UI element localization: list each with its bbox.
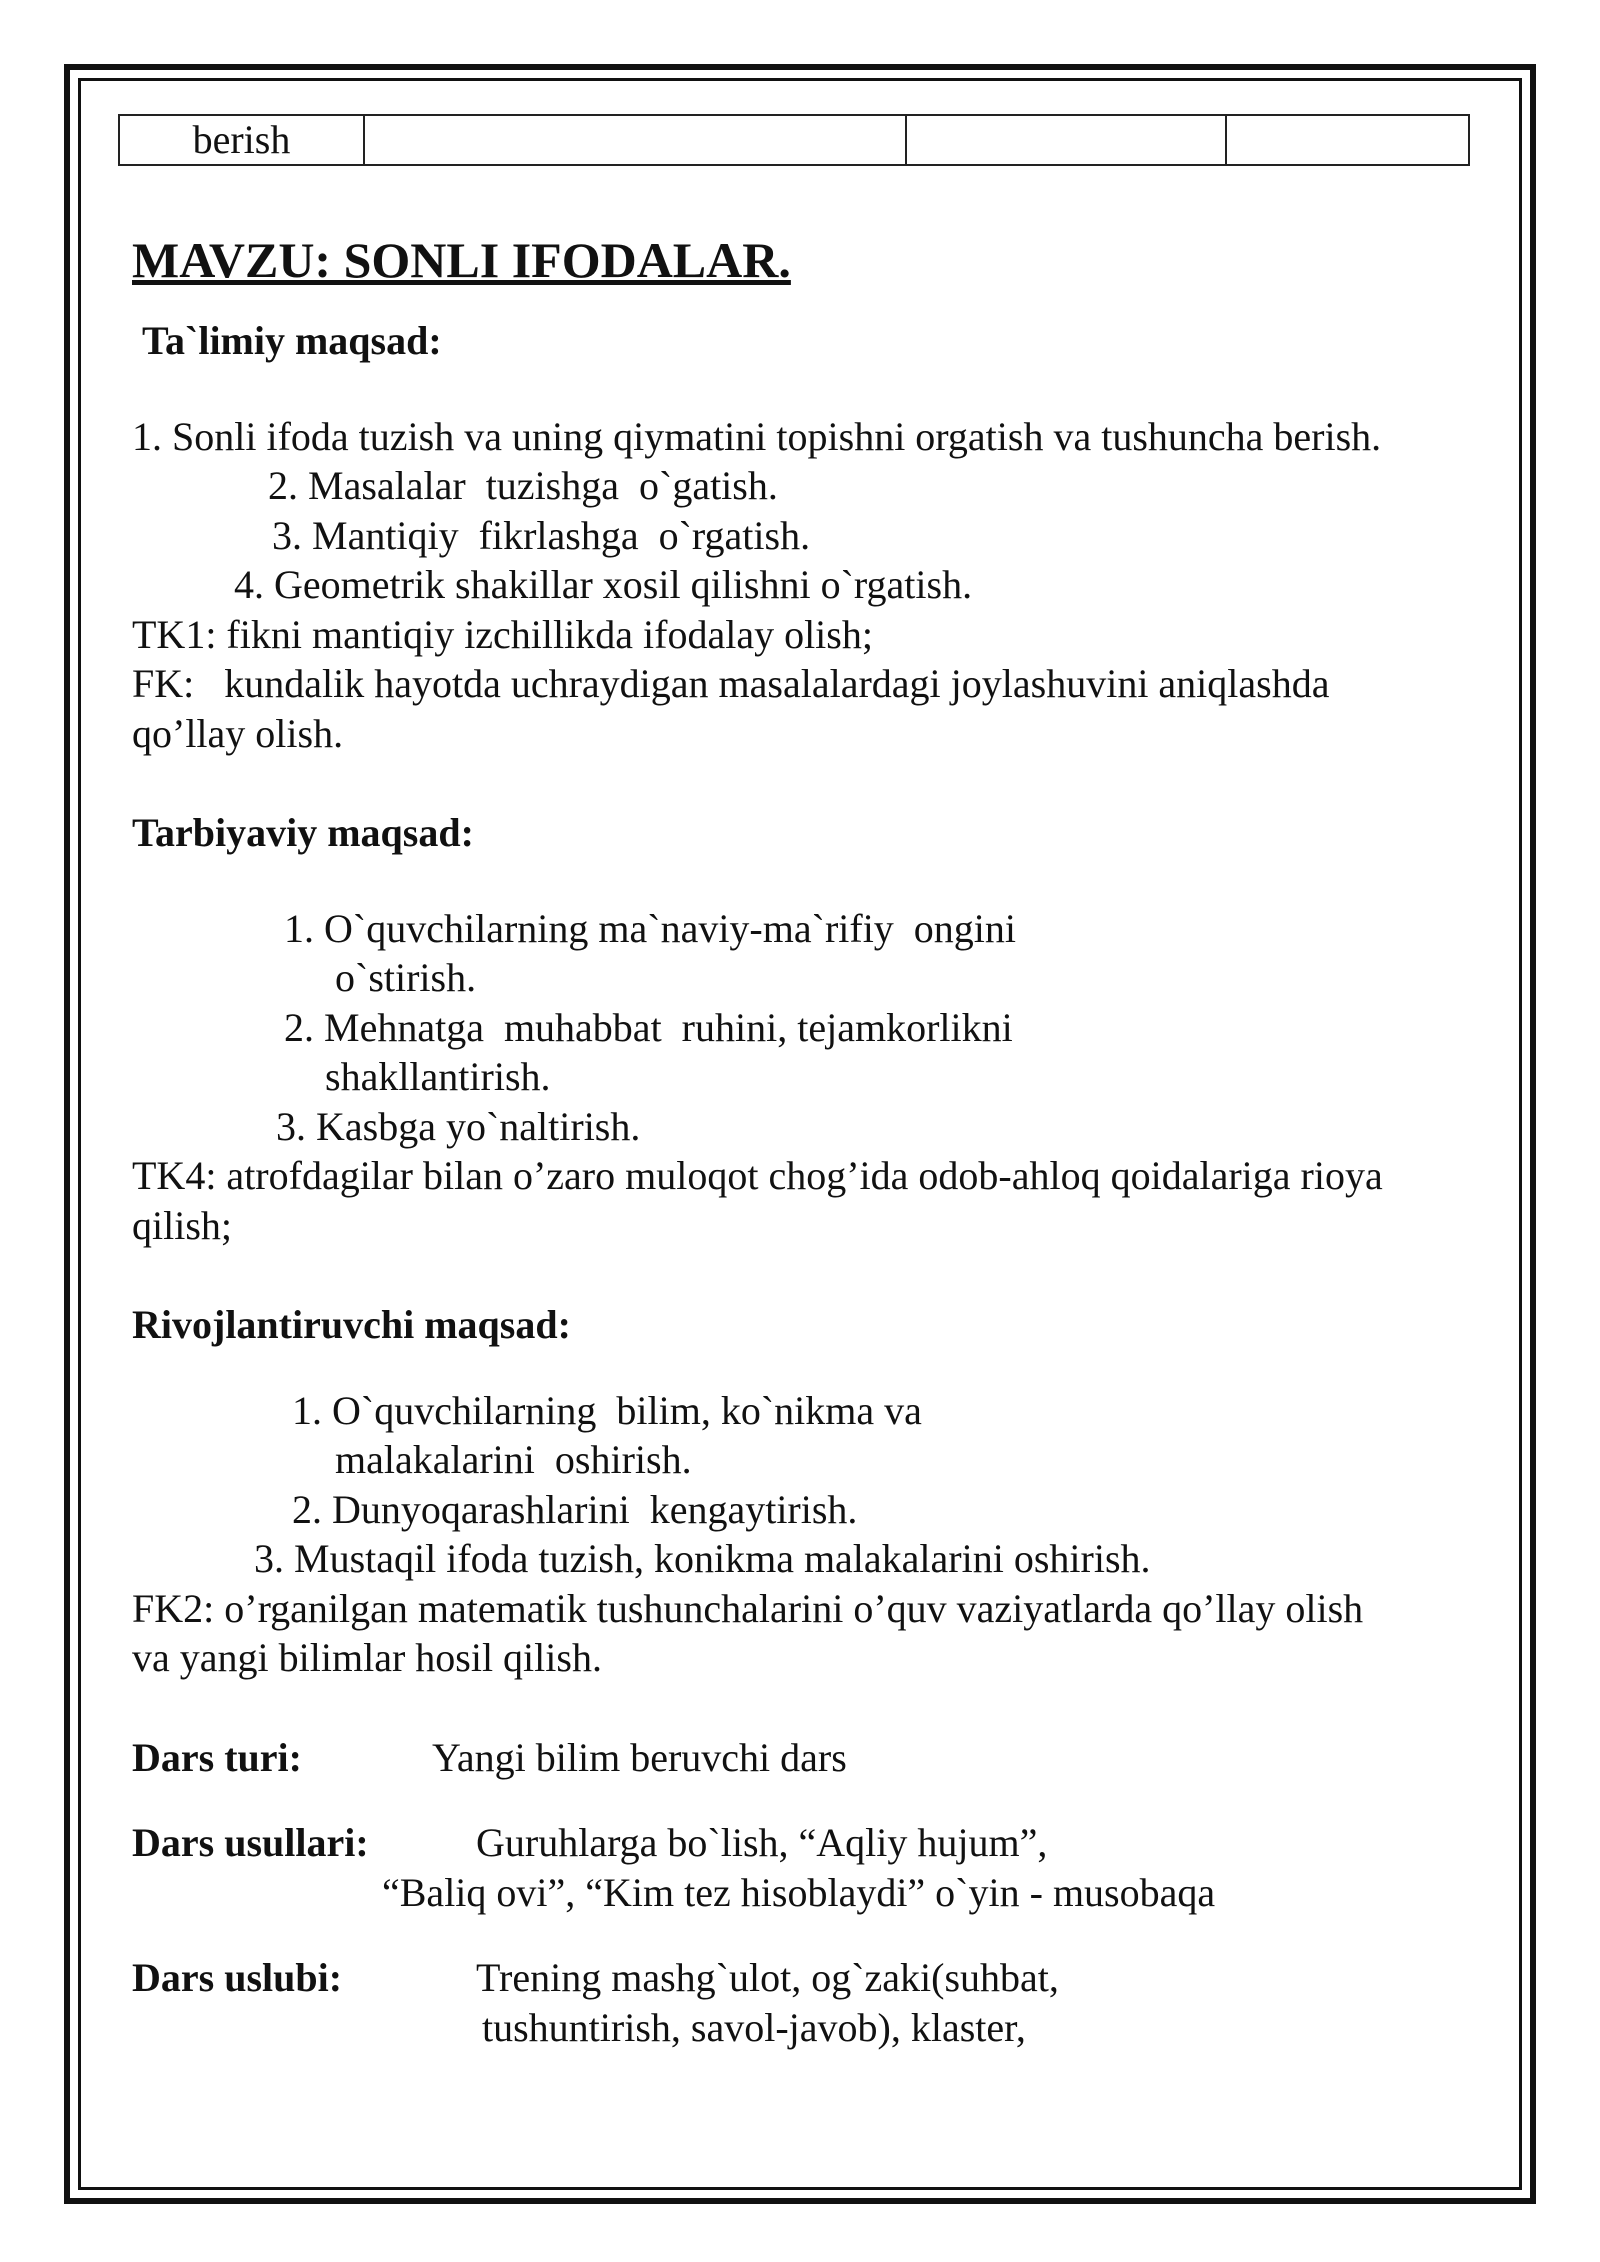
table-cell xyxy=(906,115,1226,165)
dars-usullari-label: Dars usullari: xyxy=(132,1820,369,1865)
tarbiyaviy-item-cont: shakllantirish. xyxy=(325,1054,551,1099)
tarbiyaviy-item-cont: o`stirish. xyxy=(335,955,477,1000)
header-table xyxy=(118,114,1470,166)
dars-turi-row xyxy=(132,1733,1492,1783)
tarbiyaviy-heading: Tarbiyaviy maqsad: xyxy=(132,810,474,855)
rivojlantiruvchi-item-cont: malakalarini oshirish. xyxy=(335,1437,692,1482)
table-cell xyxy=(1226,115,1469,165)
tarbiyaviy-item: 3. Kasbga yo`naltirish. xyxy=(276,1103,641,1149)
rivojlantiruvchi-item: 3. Mustaqil ifoda tuzish, konikma malakalarini oshirish. xyxy=(254,1536,1151,1581)
dars-uslubi-label: Dars uslubi: xyxy=(132,1955,343,2000)
dars-turi-label: Dars turi: xyxy=(132,1734,302,1780)
tarbiyaviy-item: 1. O`quvchilarning ma`naviy-ma`rifiy ongini xyxy=(284,905,1017,951)
tk4-text-line1: TK4: atrofdagilar bilan o’zaro muloqot chog’ida odob-ahloq qoidalariga rioya xyxy=(132,1153,1383,1198)
talimiy-item: 1. Sonli ifoda tuzish va uning qiymatini topishni orgatish va tushuncha berish. xyxy=(132,413,1382,459)
tk4-text-line2: qilish; xyxy=(132,1202,233,1248)
fk2-text-line1: FK2: o’rganilgan matematik tushunchalarini o’quv vaziyatlarda qo’llay olish xyxy=(132,1585,1364,1631)
dars-uslubi-value-line2: tushuntirish, savol-javob), klaster, xyxy=(482,2004,1026,2050)
dars-turi-value: Yangi bilim beruvchi dars xyxy=(432,1734,847,1780)
dars-uslubi-row xyxy=(132,1953,1492,2003)
rivojlantiruvchi-heading: Rivojlantiruvchi maqsad: xyxy=(132,1302,571,1347)
fk-text-line2: qo’llay olish. xyxy=(132,710,344,756)
talimiy-item: 2. Masalalar tuzishga o`gatish. xyxy=(268,463,778,508)
document-page xyxy=(132,114,1492,2052)
page-title: MAVZU: SONLI IFODALAR. xyxy=(132,232,791,288)
table-row xyxy=(119,115,1469,165)
tarbiyaviy-item: 2. Mehnatga muhabbat ruhini, tejamkorlikni xyxy=(284,1004,1013,1050)
dars-usullari-value-line2: “Baliq ovi”, “Kim tez hisoblaydi” o`yin - musobaqa xyxy=(382,1869,1216,1915)
table-cell xyxy=(364,115,906,165)
talimiy-item: 4. Geometrik shakillar xosil qilishni o`rgatish. xyxy=(234,562,973,607)
fk-text-line1: FK: kundalik hayotda uchraydigan masalalardagi joylashuvini aniqlashda xyxy=(132,661,1330,706)
talimiy-item: 3. Mantiqiy fikrlashga o`rgatish. xyxy=(272,512,811,558)
table-cell: berish xyxy=(119,115,364,165)
rivojlantiruvchi-item: 1. O`quvchilarning bilim, ko`nikma va xyxy=(292,1387,922,1433)
talimiy-heading: Ta`limiy maqsad: xyxy=(142,318,442,363)
rivojlantiruvchi-item: 2. Dunyoqarashlarini kengaytirish. xyxy=(292,1486,858,1532)
tk1-text: TK1: fikni mantiqiy izchillikda ifodalay olish; xyxy=(132,611,873,657)
dars-usullari-row xyxy=(132,1818,1492,1868)
fk2-text-line2: va yangi bilimlar hosil qilish. xyxy=(132,1635,602,1680)
dars-usullari-value-line1: Guruhlarga bo`lish, “Aqliy hujum”, xyxy=(476,1820,1048,1865)
dars-uslubi-value-line1: Trening mashg`ulot, og`zaki(suhbat, xyxy=(476,1955,1059,2000)
